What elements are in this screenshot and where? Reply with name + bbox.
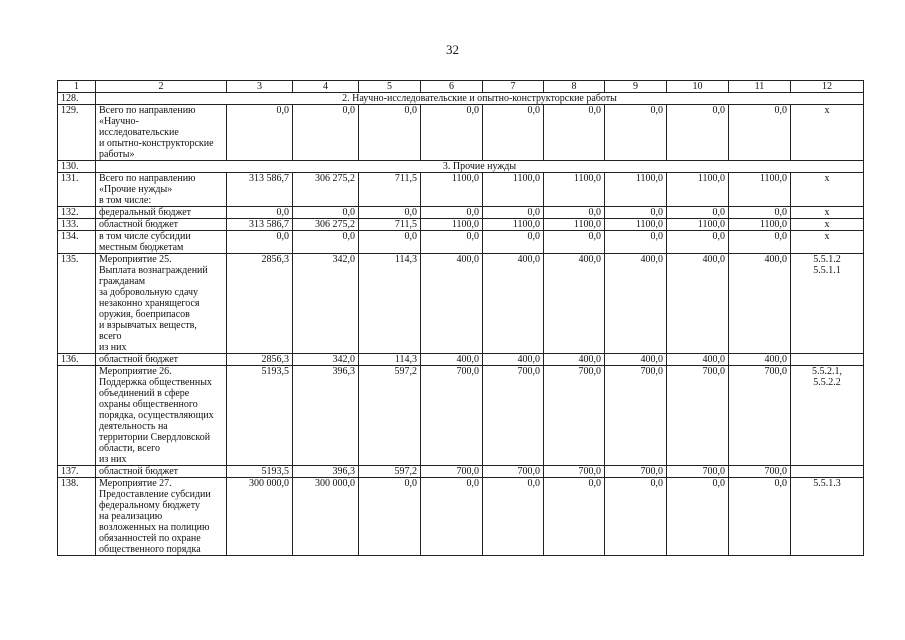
- table-header-row: [58, 81, 864, 93]
- target-code-cell: х: [791, 231, 864, 254]
- value-cell: 0,0: [544, 105, 605, 161]
- value-cell: 1100,0: [421, 173, 483, 207]
- table-row: [58, 219, 864, 231]
- row-name: в том числе субсидии местным бюджетам: [96, 231, 227, 254]
- value-cell: 1100,0: [729, 219, 791, 231]
- value-cell: 700,0: [483, 366, 544, 466]
- row-name: областной бюджет: [96, 466, 227, 478]
- row-number: 133.: [58, 219, 96, 231]
- row-number: 137.: [58, 466, 96, 478]
- value-cell: 0,0: [667, 231, 729, 254]
- row-name: Мероприятие 27. Предоставление субсидии федеральному бюджету на реализацию возложенных на полицию обязанностей по охране общественного порядка: [96, 478, 227, 556]
- value-cell: 700,0: [667, 366, 729, 466]
- value-cell: 700,0: [544, 466, 605, 478]
- table-row: [58, 354, 864, 366]
- value-cell: 0,0: [729, 207, 791, 219]
- table-row: [58, 466, 864, 478]
- value-cell: 1100,0: [667, 219, 729, 231]
- value-cell: 1100,0: [605, 219, 667, 231]
- table-row: [58, 366, 864, 466]
- value-cell: 396,3: [293, 366, 359, 466]
- value-cell: 313 586,7: [227, 219, 293, 231]
- value-cell: 0,0: [729, 105, 791, 161]
- value-cell: 597,2: [359, 366, 421, 466]
- value-cell: 300 000,0: [227, 478, 293, 556]
- row-name: федеральный бюджет: [96, 207, 227, 219]
- value-cell: 0,0: [227, 207, 293, 219]
- value-cell: 1100,0: [421, 219, 483, 231]
- row-number: [58, 366, 96, 466]
- value-cell: 0,0: [359, 231, 421, 254]
- value-cell: 0,0: [544, 231, 605, 254]
- target-code-cell: [791, 466, 864, 478]
- row-number: 131.: [58, 173, 96, 207]
- value-cell: 0,0: [729, 478, 791, 556]
- value-cell: 0,0: [421, 105, 483, 161]
- value-cell: 396,3: [293, 466, 359, 478]
- value-cell: 2856,3: [227, 254, 293, 354]
- row-name: областной бюджет: [96, 219, 227, 231]
- value-cell: 400,0: [483, 254, 544, 354]
- target-code-cell: 5.5.1.3: [791, 478, 864, 556]
- target-code-cell: 5.5.1.2 5.5.1.1: [791, 254, 864, 354]
- column-header: 10: [667, 81, 729, 93]
- value-cell: 700,0: [667, 466, 729, 478]
- row-number: 129.: [58, 105, 96, 161]
- row-name: Всего по направлению «Научно- исследовательские и опытно-конструкторские работы»: [96, 105, 227, 161]
- column-header: 6: [421, 81, 483, 93]
- row-number: 136.: [58, 354, 96, 366]
- section-title: 3. Прочие нужды: [96, 161, 864, 173]
- value-cell: 0,0: [421, 478, 483, 556]
- value-cell: 400,0: [605, 254, 667, 354]
- table-row: [58, 478, 864, 556]
- value-cell: 400,0: [605, 354, 667, 366]
- value-cell: 711,5: [359, 173, 421, 207]
- column-header: 1: [58, 81, 96, 93]
- value-cell: 711,5: [359, 219, 421, 231]
- value-cell: 400,0: [544, 354, 605, 366]
- value-cell: 700,0: [421, 466, 483, 478]
- value-cell: 2856,3: [227, 354, 293, 366]
- section-row: [58, 93, 864, 105]
- row-number: 138.: [58, 478, 96, 556]
- value-cell: 1100,0: [544, 173, 605, 207]
- table-row: [58, 173, 864, 207]
- value-cell: 306 275,2: [293, 173, 359, 207]
- budget-table: [57, 80, 864, 556]
- value-cell: 0,0: [605, 207, 667, 219]
- value-cell: 342,0: [293, 354, 359, 366]
- row-name: Мероприятие 25. Выплата вознаграждений гражданам за добровольную сдачу незаконно хранящегося оружия, боеприпасов и взрывчатых веществ, всего из них: [96, 254, 227, 354]
- value-cell: 114,3: [359, 254, 421, 354]
- value-cell: 0,0: [544, 207, 605, 219]
- value-cell: 400,0: [667, 354, 729, 366]
- value-cell: 400,0: [544, 254, 605, 354]
- table-row: [58, 254, 864, 354]
- column-header: 12: [791, 81, 864, 93]
- table-row: [58, 105, 864, 161]
- value-cell: 0,0: [293, 105, 359, 161]
- value-cell: 0,0: [483, 231, 544, 254]
- table-row: [58, 231, 864, 254]
- column-header: 3: [227, 81, 293, 93]
- target-code-cell: 5.5.2.1, 5.5.2.2: [791, 366, 864, 466]
- value-cell: 0,0: [667, 207, 729, 219]
- value-cell: 597,2: [359, 466, 421, 478]
- value-cell: 700,0: [483, 466, 544, 478]
- value-cell: 700,0: [729, 466, 791, 478]
- column-header: 7: [483, 81, 544, 93]
- value-cell: 1100,0: [729, 173, 791, 207]
- value-cell: 0,0: [729, 231, 791, 254]
- value-cell: 114,3: [359, 354, 421, 366]
- value-cell: 1100,0: [544, 219, 605, 231]
- column-header: 9: [605, 81, 667, 93]
- value-cell: 0,0: [293, 231, 359, 254]
- value-cell: 1100,0: [483, 219, 544, 231]
- value-cell: 400,0: [421, 254, 483, 354]
- column-header: 8: [544, 81, 605, 93]
- section-title: 2. Научно-исследовательские и опытно-конструкторские работы: [96, 93, 864, 105]
- value-cell: 0,0: [227, 105, 293, 161]
- section-row: [58, 161, 864, 173]
- value-cell: 0,0: [605, 231, 667, 254]
- value-cell: 0,0: [227, 231, 293, 254]
- value-cell: 700,0: [605, 366, 667, 466]
- table-row: [58, 207, 864, 219]
- value-cell: 0,0: [667, 478, 729, 556]
- target-code-cell: [791, 354, 864, 366]
- page-number: 32: [446, 42, 459, 57]
- value-cell: 0,0: [421, 231, 483, 254]
- target-code-cell: х: [791, 105, 864, 161]
- target-code-cell: х: [791, 173, 864, 207]
- value-cell: 342,0: [293, 254, 359, 354]
- value-cell: 400,0: [421, 354, 483, 366]
- row-number: 134.: [58, 231, 96, 254]
- value-cell: 400,0: [729, 354, 791, 366]
- value-cell: 0,0: [421, 207, 483, 219]
- value-cell: 0,0: [359, 207, 421, 219]
- value-cell: 5193,5: [227, 466, 293, 478]
- value-cell: 5193,5: [227, 366, 293, 466]
- value-cell: 0,0: [544, 478, 605, 556]
- value-cell: 700,0: [605, 466, 667, 478]
- column-header: 2: [96, 81, 227, 93]
- value-cell: 1100,0: [483, 173, 544, 207]
- row-name: Мероприятие 26. Поддержка общественных объединений в сфере охраны общественного порядка, осуществляющих деятельность на территории Свердловской области, всего из них: [96, 366, 227, 466]
- target-code-cell: х: [791, 207, 864, 219]
- row-number: 130.: [58, 161, 96, 173]
- row-name: Всего по направлению «Прочие нужды» в том числе:: [96, 173, 227, 207]
- column-header: 5: [359, 81, 421, 93]
- value-cell: 0,0: [483, 207, 544, 219]
- value-cell: 700,0: [729, 366, 791, 466]
- value-cell: 400,0: [729, 254, 791, 354]
- value-cell: 0,0: [605, 478, 667, 556]
- row-number: 128.: [58, 93, 96, 105]
- row-name: областной бюджет: [96, 354, 227, 366]
- value-cell: 700,0: [421, 366, 483, 466]
- value-cell: 1100,0: [605, 173, 667, 207]
- value-cell: 1100,0: [667, 173, 729, 207]
- value-cell: 700,0: [544, 366, 605, 466]
- value-cell: 0,0: [359, 105, 421, 161]
- row-number: 132.: [58, 207, 96, 219]
- value-cell: 313 586,7: [227, 173, 293, 207]
- value-cell: 0,0: [483, 105, 544, 161]
- value-cell: 400,0: [667, 254, 729, 354]
- target-code-cell: х: [791, 219, 864, 231]
- column-header: 11: [729, 81, 791, 93]
- value-cell: 306 275,2: [293, 219, 359, 231]
- value-cell: 0,0: [293, 207, 359, 219]
- column-header: 4: [293, 81, 359, 93]
- value-cell: 0,0: [359, 478, 421, 556]
- value-cell: 0,0: [483, 478, 544, 556]
- value-cell: 400,0: [483, 354, 544, 366]
- value-cell: 0,0: [667, 105, 729, 161]
- value-cell: 0,0: [605, 105, 667, 161]
- value-cell: 300 000,0: [293, 478, 359, 556]
- row-number: 135.: [58, 254, 96, 354]
